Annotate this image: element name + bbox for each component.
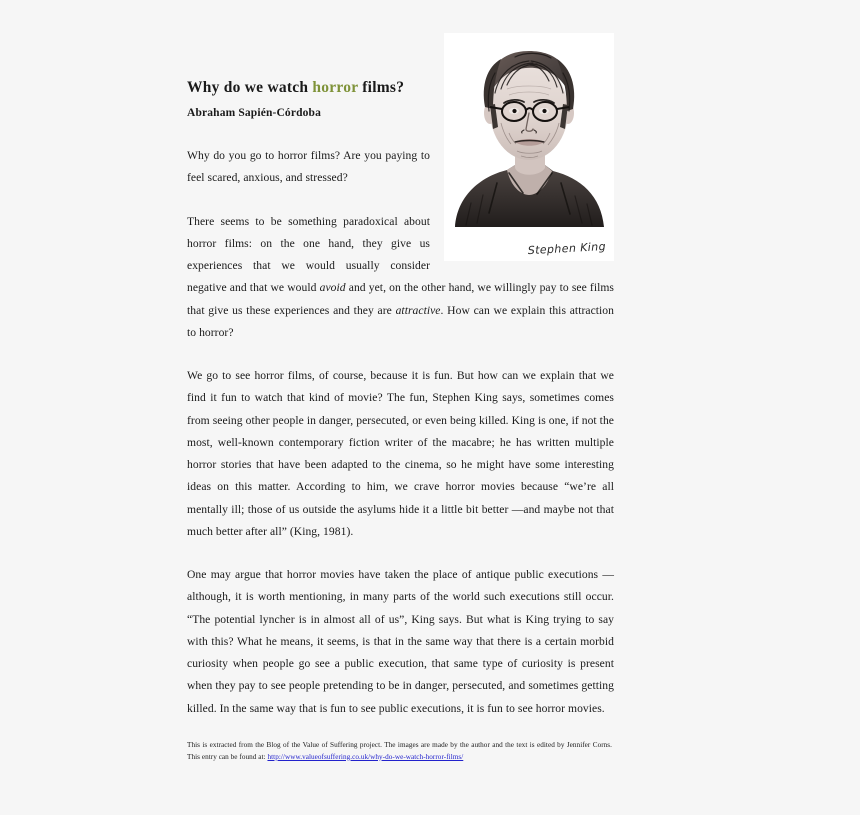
author-name: Abraham Sapién-Córdoba: [187, 107, 321, 120]
article-body: [187, 33, 614, 720]
footnote-text: This is extracted from the Blog of the Value of Suffering project. The images are made by the author and the text is edited by Jennifer Corns. This entry can be found at:: [187, 741, 612, 761]
paragraph-2-part-c: . How can we explain this attraction to horror?: [187, 303, 615, 339]
paragraph-3: We go to see horror films, of course, because it is fun. But how can we explain that we find it fun to watch that kind of movie? The fun, Stephen King says, sometimes comes from seeing other people in danger, persecuted, or even being killed. King is one, if not the most, well-known contemporary fiction writer of the macabre; he has written multiple horror stories that have been adapted to the cinema, so he might have some interesting ideas on this matter. According to him, we crave horror movies because “we’re all mentally ill; those of us outside the asylums hide it a little bit better —and maybe not that much better after all” (King, 1981).: [187, 369, 614, 538]
paragraph-4: One may argue that horror movies have taken the place of antique public executions —although, it is worth mentioning, in many parts of the world such executions still occur. “The potential lyncher is in almost all of us”, King says. But what is King trying to say with this? What he means, it seems, is that in the same way that there is a certain morbid curiosity when people go see a public execution, that same type of curiosity is present when they pay to see people pretending to be in danger, persecuted, and sometimes getting killed. In the same way that is fun to see public executions, it is fun to see horror movies.: [187, 568, 614, 715]
paragraph-2-part-a: There seems to be something paradoxical about horror films: on the one hand, they give us experiences that we would usually consider negative and that we would: [187, 214, 430, 295]
emphasis-attractive: attractive: [395, 303, 441, 317]
title-accent-word: horror: [312, 79, 359, 96]
portrait-sketch-icon: [449, 37, 609, 227]
footnote-source-link[interactable]: http://www.valueofsuffering.co.uk/why-do-we-watch-horror-films/: [267, 752, 464, 761]
figure-caption: Stephen King: [527, 240, 606, 258]
portrait-image: [444, 33, 614, 261]
title-text-before: Why do we watch: [187, 79, 313, 96]
paragraph-1: Why do you go to horror films? Are you paying to feel scared, anxious, and stressed?: [187, 149, 430, 185]
emphasis-avoid: avoid: [319, 281, 346, 295]
footnote: [187, 740, 612, 763]
stephen-king-illustration: [444, 33, 614, 261]
paragraph-2-part-b: and yet, on the other hand, we willingly pay to see films that give us these experiences and they are: [187, 281, 614, 317]
title-text-after: films?: [358, 79, 405, 96]
